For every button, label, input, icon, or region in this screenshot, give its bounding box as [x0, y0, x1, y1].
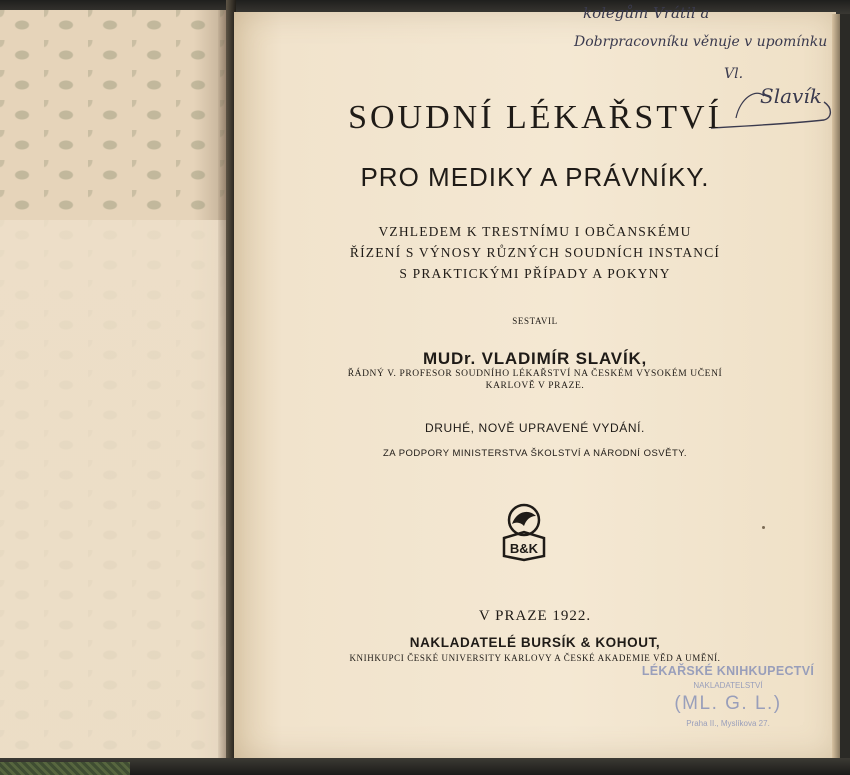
- place-and-year: V PRAZE 1922.: [478, 608, 592, 624]
- marbled-endpaper: [0, 10, 228, 762]
- book-title: SOUDNÍ LÉKAŘSTVÍ: [348, 99, 722, 136]
- publisher-name: NAKLADATELÉ BURSÍK & KOHOUT,: [409, 635, 661, 650]
- cloth-corner: [0, 762, 130, 775]
- publisher-logo: [498, 502, 550, 562]
- description-line-3: S PRAKTICKÝMI PŘÍPADY A POKYNY: [399, 266, 671, 281]
- stamp-line-4: Praha II., Myslíkova 27.: [686, 719, 770, 728]
- signature: Slavík: [760, 84, 822, 108]
- compiled-by-label: SESTAVIL: [512, 316, 558, 326]
- stamp-line-1: LÉKAŘSKÉ KNIHKUPECTVÍ: [641, 664, 815, 678]
- author-position-line-1: ŘÁDNÝ V. PROFESOR SOUDNÍHO LÉKAŘSTVÍ NA ČESKÉM VYSOKÉM UČENÍ: [347, 369, 723, 379]
- library-stamp: [638, 660, 818, 742]
- book-subtitle: PRO MEDIKY A PRÁVNÍKY.: [360, 162, 710, 192]
- endpaper-faded-area: [0, 220, 228, 762]
- publisher-logo-text: B&K: [509, 541, 539, 556]
- inscription-line-3: Vl.: [724, 66, 744, 82]
- edition-note: DRUHÉ, NOVĚ UPRAVENÉ VYDÁNÍ.: [425, 421, 645, 435]
- paper-speck: [762, 526, 765, 529]
- author-position-line-2: KARLOVĚ V PRAZE.: [485, 381, 585, 391]
- description-line-2: ŘÍZENÍ S VÝNOSY RŮZNÝCH SOUDNÍCH INSTANCÍ: [349, 245, 721, 260]
- background-bottom: [0, 758, 850, 775]
- stamp-line-2: NAKLADATELSTVÍ: [693, 681, 763, 690]
- publisher-detail: KNIHKUPCI ČESKÉ UNIVERSITY KARLOVY A ČESKÉ AKADEMIE VĚD A UMĚNÍ.: [349, 653, 721, 663]
- stamp-line-3: (ML. G. L.): [674, 693, 782, 714]
- author-name: MUDr. VLADIMÍR SLAVÍK,: [422, 349, 648, 368]
- inscription-line-1: kolegům Vrátil a: [583, 4, 710, 22]
- support-note: ZA PODPORY MINISTERSTVA ŠKOLSTVÍ A NÁRODNÍ OSVĚTY.: [382, 448, 688, 459]
- description-line-1: VZHLEDEM K TRESTNÍMU I OBČANSKÉMU: [378, 224, 692, 239]
- inscription-line-2: Dobrpracovníku věnuje v upomínku: [574, 34, 828, 50]
